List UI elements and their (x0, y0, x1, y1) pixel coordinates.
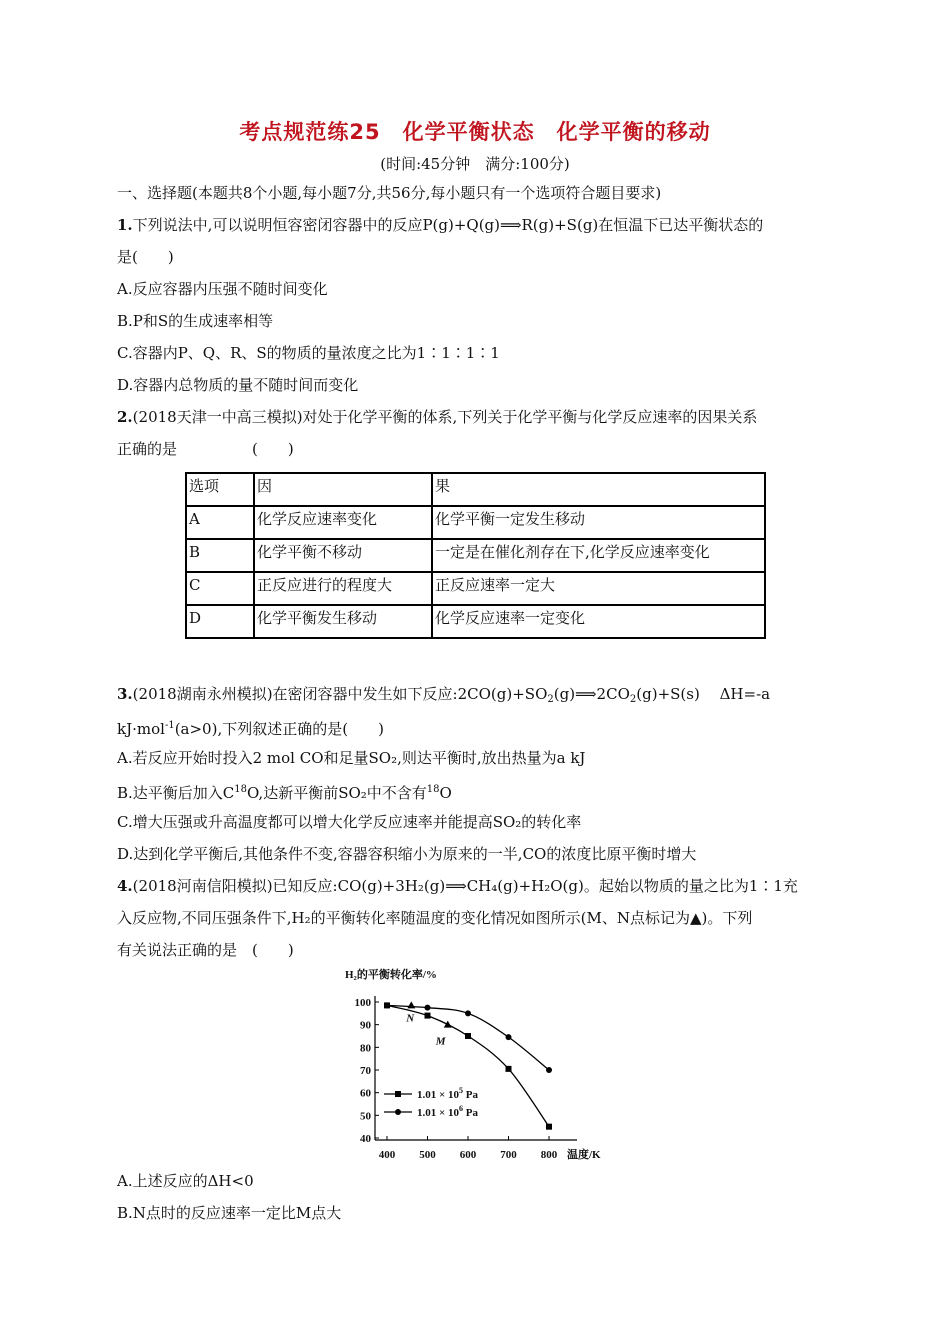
point-label: N (406, 1012, 415, 1025)
q3-option-c: C.增大压强或升高温度都可以增大化学反应速率并能提高SO₂的转化率 (117, 813, 582, 831)
table-cell: 一定是在催化剂存在下,化学反应速率变化 (432, 539, 765, 572)
data-point-circle (546, 1067, 552, 1073)
table-cell: A (186, 506, 254, 539)
chart-title: H₂的平衡转化率/% (345, 969, 437, 981)
data-point-square (506, 1066, 512, 1072)
q3-text-1a: (2018湖南永州模拟)在密闭容器中发生如下反应:2CO(g)+SO (132, 685, 548, 703)
q2-stem-line2: 正确的是 ( ) (117, 440, 294, 458)
q1-number: 1. (117, 216, 133, 234)
q3-option-b-text-b: O,达新平衡前SO₂中不含有 (247, 784, 427, 802)
data-point-square (425, 1013, 431, 1019)
q3-text-1c: (g)+S(s) ΔH=-a (636, 685, 771, 703)
q3-option-b-text-a: B.达平衡后加入C (117, 784, 235, 802)
legend-marker-square (395, 1091, 401, 1097)
q1-option-b: B.P和S的生成速率相等 (117, 312, 274, 330)
q1-stem-line1 (117, 215, 763, 235)
q1-option-d: D.容器内总物质的量不随时间而变化 (117, 376, 359, 394)
triangle-marker (407, 1001, 415, 1008)
q3-stem-line2 (117, 716, 384, 739)
triangle-marker (444, 1021, 452, 1028)
data-point-circle (425, 1005, 431, 1011)
table-cell: 化学平衡发生移动 (254, 605, 432, 638)
table-row (186, 605, 765, 638)
y-tick-label: 50 (360, 1110, 371, 1123)
q3-option-b-text-c: O (439, 784, 452, 802)
legend-label: $1.01 \times 10^5$ Pa (417, 1086, 479, 1101)
superscript: -1 (164, 720, 175, 731)
table-cell: 正反应进行的程度大 (254, 572, 432, 605)
q4-text-1: (2018河南信阳模拟)已知反应:CO(g)+3H₂(g)⟹CH₄(g)+H₂O(g)。起始以物质的量之比为1∶1充 (132, 877, 798, 895)
y-tick-label: 60 (360, 1087, 371, 1100)
q1-option-a: A.反应容器内压强不随时间变化 (117, 280, 328, 298)
q2-number: 2. (117, 408, 133, 426)
q4-number: 4. (117, 877, 133, 895)
h2-conversion-chart (337, 966, 617, 1166)
q1-option-c: C.容器内P、Q、R、S的物质的量浓度之比为1∶1∶1∶1 (117, 344, 500, 362)
page-title: 考点规范练25 化学平衡状态 化学平衡的移动 (239, 120, 711, 144)
section-heading: 一、选择题(本题共8个小题,每小题7分,共56分,每小题只有一个选项符合题目要求) (117, 184, 662, 202)
q2-options-table (185, 472, 766, 639)
q3-text-1b: (g)⟹2CO (553, 685, 630, 703)
table-row (186, 572, 765, 605)
q3-option-a: A.若反应开始时投入2 mol CO和足量SO₂,则达平衡时,放出热量为a kJ (117, 749, 586, 767)
table-cell: 化学平衡不移动 (254, 539, 432, 572)
x-tick-label: 600 (459, 1149, 477, 1161)
data-point-square (546, 1124, 552, 1130)
x-tick-label: 500 (419, 1149, 436, 1161)
table-cell: 化学平衡一定发生移动 (432, 506, 765, 539)
table-row (186, 539, 765, 572)
table-header-cell: 果 (432, 473, 765, 506)
subscript: 2 (629, 694, 637, 705)
x-tick-label: 700 (500, 1149, 517, 1161)
x-tick-label: 400 (378, 1149, 396, 1161)
table-cell: D (186, 605, 254, 638)
y-tick-label: 70 (360, 1065, 371, 1077)
q3-option-b (117, 780, 452, 803)
x-tick-label: 800 (540, 1149, 558, 1161)
q4-stem-line3: 有关说法正确的是 ( ) (117, 941, 294, 959)
q4-option-a: A.上述反应的ΔH<0 (117, 1172, 254, 1190)
data-point-circle (506, 1034, 512, 1040)
y-tick-label: 90 (360, 1019, 371, 1032)
y-tick-label: 100 (354, 997, 371, 1009)
table-cell: 化学反应速率一定变化 (432, 605, 765, 638)
table-cell: 化学反应速率变化 (254, 506, 432, 539)
table-cell: C (186, 572, 254, 605)
superscript: 18 (234, 784, 248, 795)
q3-option-d: D.达到化学平衡后,其他条件不变,容器容积缩小为原来的一半,CO的浓度比原平衡时增大 (117, 845, 697, 863)
data-point-circle (384, 1002, 390, 1008)
q2-text-1: (2018天津一中高三模拟)对处于化学平衡的体系,下列关于化学平衡与化学反应速率的因果关系 (132, 408, 758, 426)
table-header-row (186, 473, 765, 506)
legend-label: $1.01 \times 10^6$ Pa (417, 1104, 479, 1119)
q3-text-2a: kJ·mol (117, 720, 165, 738)
q2-stem-line1 (117, 407, 757, 427)
y-tick-label: 80 (360, 1042, 371, 1055)
q1-text-1: 下列说法中,可以说明恒容密闭容器中的反应P(g)+Q(g)⟹R(g)+S(g)在恒温下已达平衡状态的 (132, 216, 764, 234)
table-cell: B (186, 539, 254, 572)
data-point-square (465, 1033, 471, 1039)
table-row (186, 506, 765, 539)
q4-option-b: B.N点时的反应速率一定比M点大 (117, 1204, 342, 1222)
q4-stem-line2: 入反应物,不同压强条件下,H₂的平衡转化率随温度的变化情况如图所示(M、N点标记为▲)。下列 (117, 909, 753, 927)
data-point-circle (465, 1010, 471, 1016)
q4-stem-line1 (117, 876, 798, 896)
q3-stem-line1 (117, 684, 770, 710)
q3-number: 3. (117, 685, 133, 703)
table-header-cell: 因 (254, 473, 432, 506)
q3-text-2c: (a>0),下列叙述正确的是( ) (174, 720, 384, 738)
subscript: 2 (547, 694, 554, 705)
x-axis-label: 温度/K (567, 1149, 601, 1161)
y-tick-label: 40 (360, 1133, 371, 1145)
table-cell: 正反应速率一定大 (432, 572, 765, 605)
table-header-cell: 选项 (186, 473, 254, 506)
page-subtitle: (时间:45分钟 满分:100分) (380, 155, 570, 173)
legend-marker-circle (395, 1109, 401, 1115)
point-label: M (435, 1035, 446, 1048)
superscript: 18 (426, 784, 440, 795)
q1-stem-line2: 是( ) (117, 248, 174, 266)
